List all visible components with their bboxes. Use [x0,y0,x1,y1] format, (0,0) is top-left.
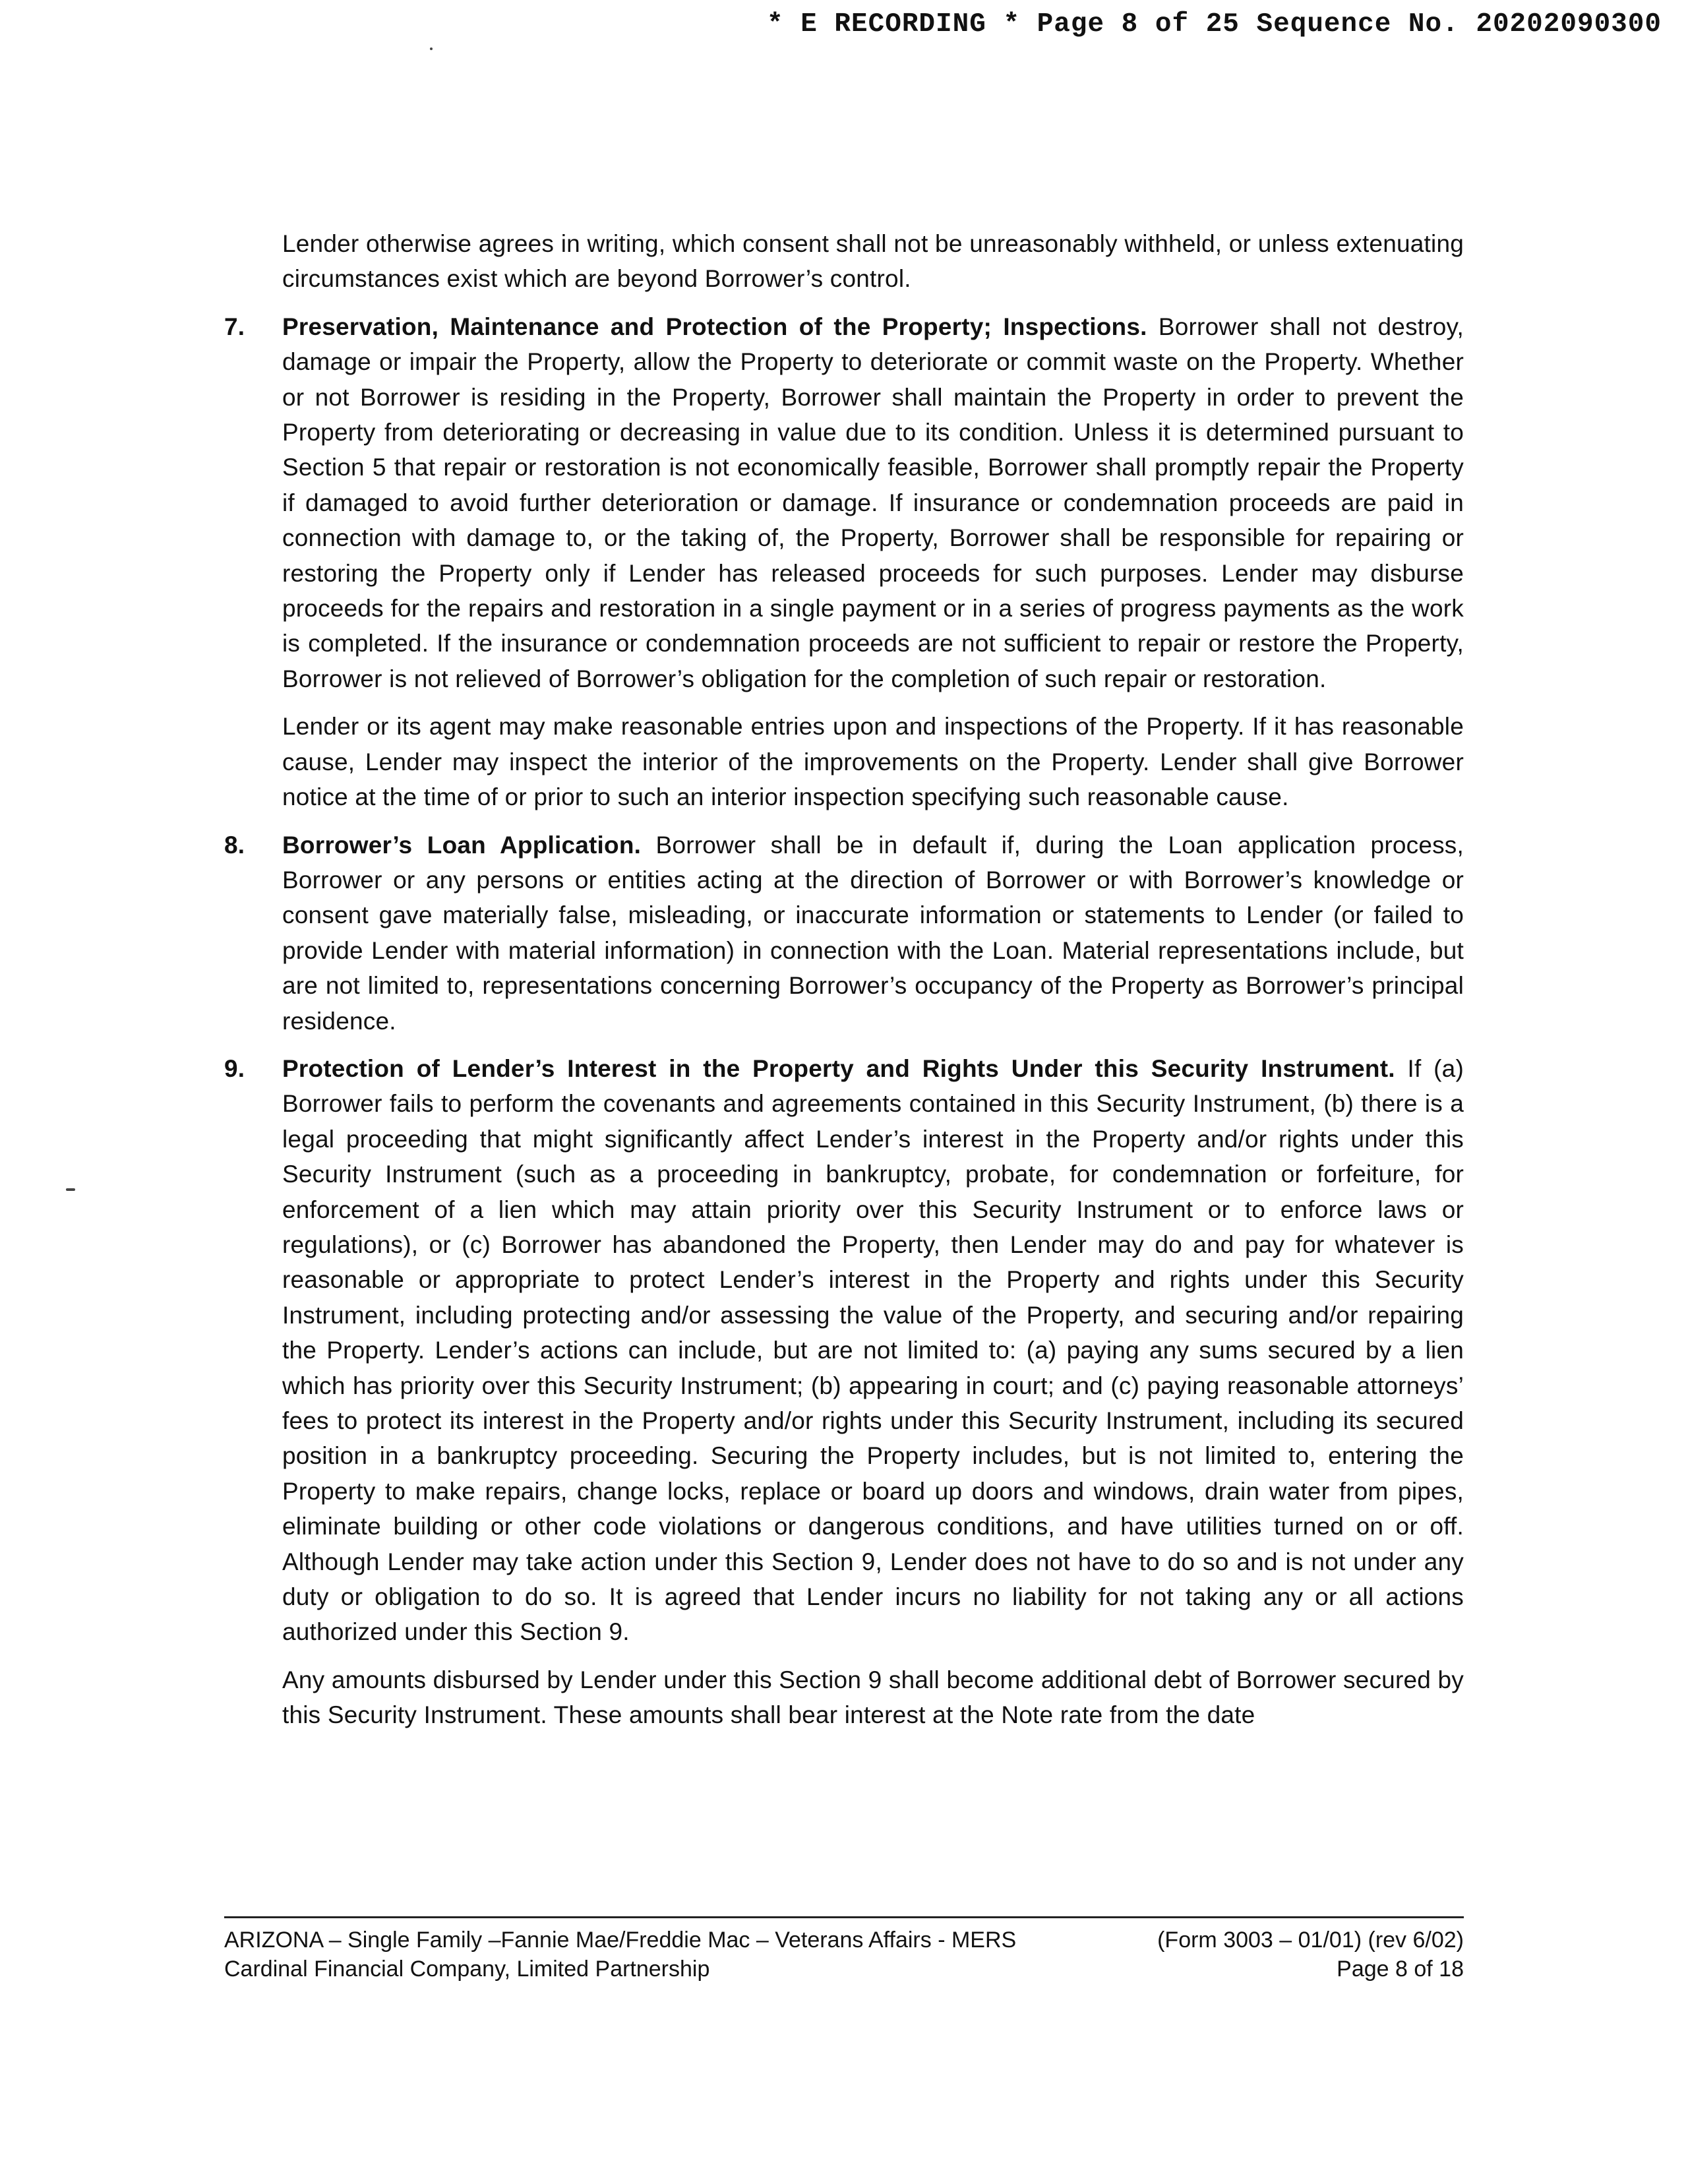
page-footer [224,1926,1464,1984]
section-heading: Borrower’s Loan Application. [282,831,642,859]
scan-speck [430,47,433,50]
section-number: 9. [224,1054,245,1082]
section-body: Borrower shall not destroy, damage or impair the Property, allow the Property to deteriorate or commit waste on the Property. Whether or not Borrower is residing in the Property, Borrower shall maintain the Property in order to prevent the Property from deteriorating or decreasing in value due to its condition. Unless it is determined pursuant to Section 5 that repair or restoration is not economically feasible, Borrower shall promptly repair the Property if damaged to avoid further deterioration or damage. If insurance or condemnation proceeds are paid in connection with damage to, or the taking of, the Property, Borrower shall be responsible for repairing or restoring the Property only if Lender has released proceeds for such purposes. Lender may disburse proceeds for the repairs and restoration in a single payment or in a series of progress payments as the work is completed. If the insurance or condemnation proceeds are not sufficient to repair or restore the Property, Borrower is not relieved of Borrower’s obligation for the completion of such repair or restoration. [282,313,1464,692]
section-9 [224,1051,1464,1650]
footer-row-1 [224,1926,1464,1955]
footer-company: Cardinal Financial Company, Limited Partnership [224,1957,710,1982]
footer-row-2 [224,1955,1464,1984]
scan-speck [66,1188,75,1191]
section-heading: Protection of Lender’s Interest in the Property and Rights Under this Security Instrument. [282,1054,1395,1082]
section-9-followup: Any amounts disbursed by Lender under this Section 9 shall become additional debt of Borrower secured by this Security Instrument. These amounts shall bear interest at the Note rate from the date [282,1666,1464,1729]
section-7 [224,309,1464,696]
section-number: 7. [224,313,245,340]
section-heading: Preservation, Maintenance and Protection of the Property; Inspections. [282,313,1147,340]
section-body: Borrower shall be in default if, during the Loan application process, Borrower or any persons or entities acting at the direction of Borrower or with Borrower’s knowledge or consent gave materially false, misleading, or inaccurate information or statements to Lender (or failed to provide Lender with material information) in connection with the Loan. Material representations include, but are not limited to, representations concerning Borrower’s occupancy of the Property as Borrower’s principal residence. [282,831,1464,1035]
section-7-followup: Lender or its agent may make reasonable entries upon and inspections of the Property. If it has reasonable cause, Lender may inspect the interior of the improvements on the Property. Lender shall give Borrower notice at the time of or prior to such an interior inspection specifying such reasonable cause. [282,713,1464,811]
section-number: 8. [224,831,245,859]
footer-form-title: ARIZONA – Single Family –Fannie Mae/Freddie Mac – Veterans Affairs - MERS [224,1927,1017,1953]
document-body [224,226,1464,1733]
footer-divider [224,1916,1464,1918]
opening-paragraph: Lender otherwise agrees in writing, which consent shall not be unreasonably withheld, or unless extenuating circumstances exist which are beyond Borrower’s control. [282,230,1464,293]
section-body: If (a) Borrower fails to perform the covenants and agreements contained in this Security Instrument, (b) there is a legal proceeding that might significantly affect Lender’s interest in the Property and/or rights under this Security Instrument (such as a proceeding in bankruptcy, probate, for condemnation or forfeiture, for enforcement of a lien which may attain priority over this Security Instrument or to enforce laws or regulations), or (c) Borrower has abandoned the Property, then Lender may do and pay for whatever is reasonable or appropriate to protect Lender’s interest in the Property and rights under this Security Instrument, including protecting and/or assessing the value of the Property, and securing and/or repairing the Property. Lender’s actions can include, but are not limited to: (a) paying any sums secured by a lien which has priority over this Security Instrument; (b) appearing in court; and (c) paying reasonable attorneys’ fees to protect its interest in the Property and/or rights under this Security Instrument, including its secured position in a bankruptcy proceeding. Securing the Property includes, but is not limited to, entering the Property to make repairs, change locks, replace or board up doors and windows, drain water from pipes, eliminate building or other code violations or dangerous conditions, and have utilities turned on or off. Although Lender may take action under this Section 9, Lender does not have to do so and is not under any duty or obligation to do so. It is agreed that Lender incurs no liability for not taking any or all actions authorized under this Section 9. [282,1054,1464,1646]
section-8 [224,828,1464,1039]
recording-header: * E RECORDING * Page 8 of 25 Sequence No. 20202090300 [766,9,1662,40]
footer-form-number: (Form 3003 – 01/01) (rev 6/02) [1157,1927,1464,1953]
footer-page-label: Page 8 of 18 [1337,1957,1464,1982]
